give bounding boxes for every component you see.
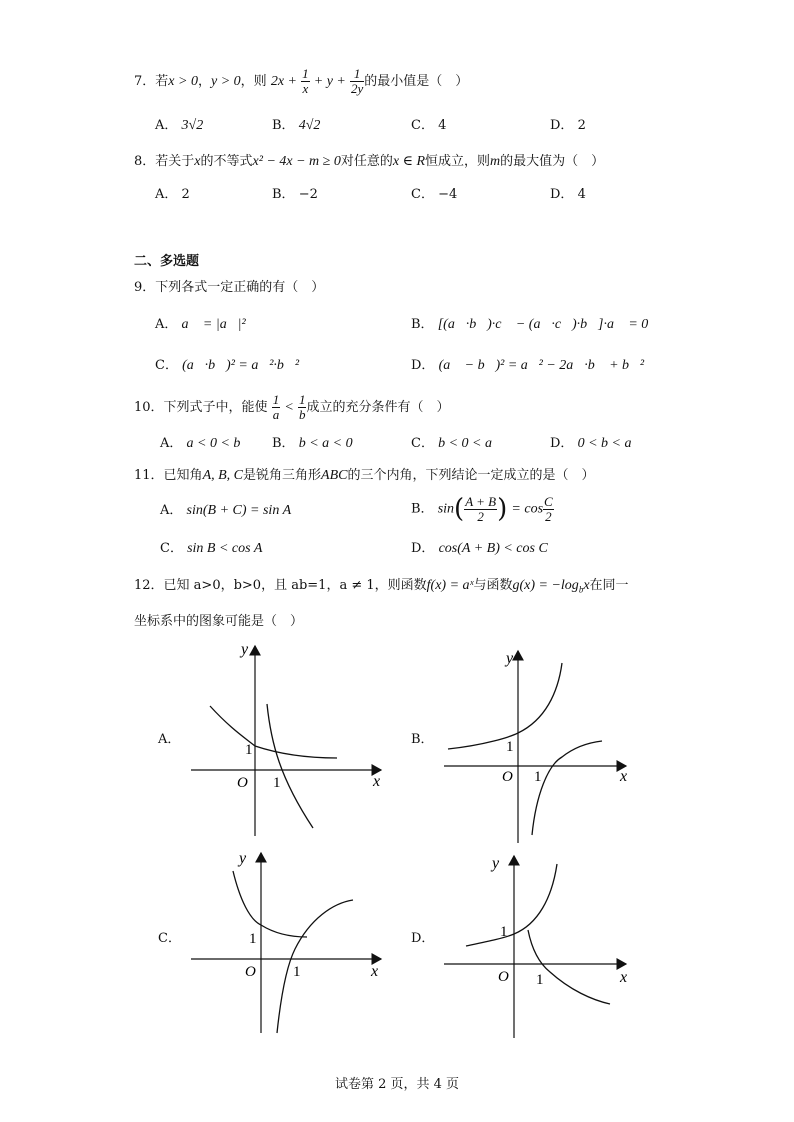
math-sub: b [578,584,584,595]
math-expr: + y + [313,74,346,89]
option-value: a⃗ = |a⃗|² [181,317,246,332]
question-text: 若关于 [155,154,195,169]
question-7 [134,62,468,102]
option-label: B． [411,317,434,332]
question-8 [134,150,604,170]
numerator: 1 [302,66,309,82]
paren-right: ) [497,494,508,524]
option-label: D． [411,358,435,373]
option-label: D． [550,187,574,202]
numerator: C [544,493,553,509]
q9-option-b[interactable] [411,313,648,333]
option-value: 4 [438,118,447,133]
option-label: A． [155,317,178,332]
q12-option-c[interactable]: C． [158,931,181,946]
numerator: 1 [272,392,280,408]
option-value: (a⃗·b⃗)² = a⃗²·b⃗² [182,358,300,373]
question-text: 下列各式一定正确的有（ ） [155,280,325,295]
option-label: B． [411,501,434,517]
q11-option-d[interactable] [411,537,548,557]
numerator: A + B [465,493,497,509]
curve-g [267,704,313,828]
fraction [543,495,554,523]
graph-d[interactable] [440,850,635,1040]
punct: ， [197,74,211,89]
section-title: 二、多选题 [134,254,200,269]
q8-option-d[interactable] [550,183,586,202]
q8-option-b[interactable] [272,183,318,202]
paren-left: ( [454,494,465,524]
question-text: 已知角 [163,468,203,483]
option-value: cos(A + B) < cos C [438,541,548,556]
q11-option-c[interactable] [160,537,262,557]
math-expr: A, B, C [202,468,244,483]
graph-c[interactable] [185,845,390,1035]
q12-option-a[interactable]: A． [158,732,181,747]
q10-option-d[interactable] [550,432,631,452]
q8-option-a[interactable] [155,183,190,202]
q12-option-b[interactable]: B． [411,732,434,747]
option-value: 2 [181,187,190,202]
option-label: B． [272,118,295,133]
math-expr: g(x) = −log [512,578,579,593]
graph-b[interactable] [440,645,635,845]
question-text: 成立的充分条件有（ ） [306,400,450,415]
math-expr: = cos [511,501,544,517]
x-tick-1: 1 [273,775,281,791]
question-text: 恒成立，则 [425,154,491,169]
denominator: 2 [545,508,552,524]
x-axis-label: x [620,969,628,986]
question-text: 下列式子中，能使 [163,400,268,415]
origin-label: O [502,769,513,785]
option-label: B． [272,436,295,451]
option-value: 4√2 [298,118,321,133]
x-tick-1: 1 [534,769,542,785]
q9-option-a[interactable] [155,313,246,333]
curve-g [532,741,602,835]
question-12-line2: 坐标系中的图象可能是（ ） [134,614,304,629]
math-fn: sin [437,501,455,517]
fraction [350,67,364,95]
question-number: 11． [134,468,164,483]
x-axis-label: x [373,773,381,790]
math-expr: x² − 4x − m ≥ 0 [252,154,341,169]
math-expr: x > 0 [168,74,198,89]
option-label: C． [160,541,183,556]
option-value: sin(B + C) = sin A [186,503,292,518]
option-label: D． [411,541,435,556]
math-var: x [194,154,201,169]
option-label: C． [411,187,434,202]
question-9 [134,276,324,295]
question-number: 9． [134,280,156,295]
y-tick-1: 1 [500,924,508,940]
option-label: C． [155,358,178,373]
question-text: 的最大值为（ ） [500,154,605,169]
question-number: 10． [134,400,164,415]
question-11 [134,464,595,484]
math-expr: ABC [321,468,348,483]
q7-option-a[interactable] [155,114,203,134]
math-expr: y > 0 [210,74,241,89]
denominator: 2y [351,81,364,96]
graph-a[interactable] [185,638,390,838]
y-axis-label: y [492,855,500,872]
option-label: B． [272,187,295,202]
question-text: 已知 a>0，b>0，且 ab=1，a ≠ 1，则函数 [163,578,427,593]
denominator: b [298,407,306,422]
curve-g [528,930,610,1004]
denominator: 2 [477,508,484,524]
option-label: D． [550,436,574,451]
question-text: 的最小值是（ ） [364,74,469,89]
option-value: b < a < 0 [298,436,353,451]
question-text: 的不等式 [200,154,253,169]
y-tick-1: 1 [245,742,253,758]
q12-option-d[interactable]: D． [411,931,435,946]
q10-option-c[interactable] [411,432,492,452]
q9-option-c[interactable] [155,354,299,374]
q7-option-d[interactable] [550,114,586,133]
x-axis-label: x [371,963,379,980]
question-12 [134,574,629,595]
fraction [272,393,281,421]
option-value: b < 0 < a [438,436,492,451]
curve-f [210,706,337,758]
curve-f [466,864,557,946]
x-tick-1: 1 [536,972,544,988]
math-op: < [284,400,294,415]
option-value: −4 [438,187,458,202]
denominator: x [302,81,309,96]
question-text: 的三个内角，下列结论一定成立的是（ ） [347,468,595,483]
option-label: D． [550,118,574,133]
numerator: 1 [298,392,306,408]
option-value: a < 0 < b [186,436,241,451]
option-value: sin B < cos A [187,541,263,556]
page-footer: 试卷第 2 页，共 4 页 [334,1077,460,1092]
y-tick-1: 1 [249,931,257,947]
option-value: 0 < b < a [577,436,632,451]
question-text: 若 [155,74,169,89]
curve-f [233,871,307,937]
fraction [464,495,497,523]
option-value: 4 [577,187,586,202]
option-value: 2 [577,118,586,133]
question-10 [134,388,449,428]
question-text: 是锐角三角形 [243,468,322,483]
option-value: 3√2 [181,118,204,133]
y-axis-label: y [239,850,247,867]
option-value: [(a⃗·b⃗)·c⃗ − (a⃗·c⃗)·b⃗]·a⃗ = 0 [437,317,649,332]
q11-option-a[interactable] [160,499,291,519]
question-number: 8． [134,154,156,169]
option-label: C． [411,118,434,133]
curve-f [448,663,562,749]
origin-label: O [237,775,248,791]
question-text: 与函数 [473,578,513,593]
math-var: x [583,578,590,593]
fraction [301,67,310,95]
q7-option-b[interactable] [272,114,320,134]
question-text: 在同一 [589,578,629,593]
denominator: a [272,407,280,422]
option-label: A． [160,436,183,451]
y-tick-1: 1 [506,739,514,755]
option-label: C． [411,436,434,451]
origin-label: O [498,969,509,985]
numerator: 1 [350,67,364,82]
question-number: 7． [134,74,156,89]
x-axis-label: x [620,768,628,785]
option-label: A． [155,118,178,133]
q7-option-c[interactable] [411,114,446,133]
math-var: m [490,154,501,169]
y-axis-label: y [241,641,249,658]
math-expr: 2x + [270,74,297,89]
q9-option-d[interactable] [411,354,644,374]
origin-label: O [245,964,256,980]
q10-option-a[interactable] [160,432,240,452]
option-label: A． [155,187,178,202]
math-expr: f(x) = aˣ [426,578,474,593]
q11-option-b[interactable] [411,491,554,527]
q8-option-c[interactable] [411,183,457,202]
question-text: 对任意的 [340,154,393,169]
option-label: A． [160,503,183,518]
option-value: −2 [298,187,318,202]
question-number: 12． [134,578,164,593]
y-axis-label: y [506,650,514,667]
question-text: ，则 [240,74,267,89]
option-value: (a⃗ − b⃗)² = a⃗² − 2a⃗·b⃗ + b⃗² [438,358,645,373]
math-expr: x ∈ R [392,154,426,169]
x-tick-1: 1 [293,964,301,980]
curve-g [277,900,353,1033]
q10-option-b[interactable] [272,432,353,452]
